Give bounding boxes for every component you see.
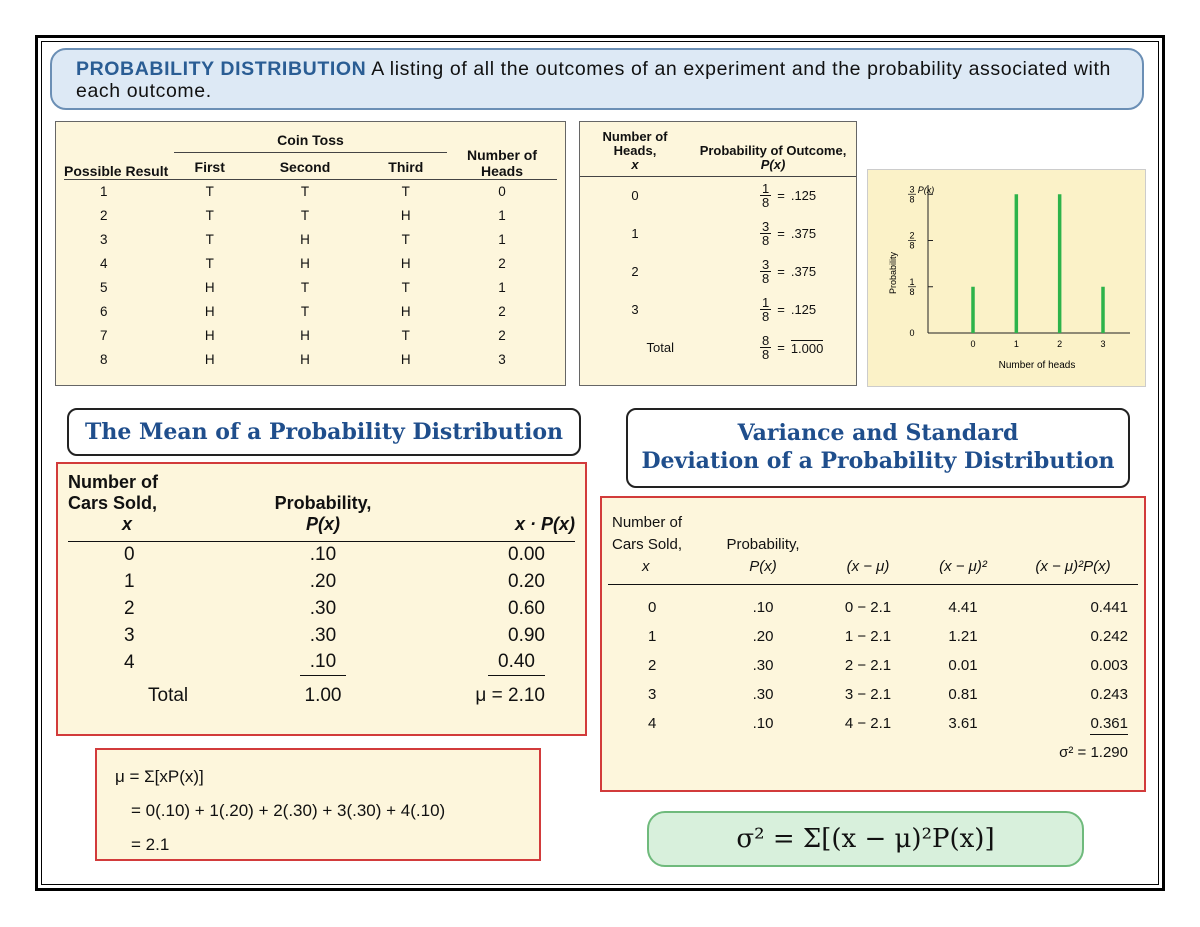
table-cell: 1 xyxy=(498,232,506,247)
heads-value: 0 xyxy=(631,188,639,204)
table-row xyxy=(580,291,856,329)
table-cell xyxy=(1008,651,1138,680)
decimal-value: .375 xyxy=(790,264,817,279)
mean-formula-line3: = 2.1 xyxy=(131,835,170,854)
table-cell xyxy=(708,651,818,680)
table-cell: T xyxy=(300,208,310,223)
table-cell: H xyxy=(300,328,310,343)
table-cell xyxy=(408,596,575,623)
table-row xyxy=(608,709,1138,738)
y-tick-label: 0 xyxy=(909,328,915,338)
table-cell: H xyxy=(300,232,310,247)
cell-text: .20 xyxy=(752,627,774,645)
coin-toss-panel xyxy=(55,121,566,386)
coin-toss-table xyxy=(64,128,557,372)
table-row xyxy=(608,622,1138,651)
cell-text: 1.21 xyxy=(948,627,978,645)
table-row xyxy=(64,180,557,204)
table-row xyxy=(68,542,575,569)
mean-section-title: The Mean of a Probability Distribution xyxy=(67,408,581,456)
table-row xyxy=(64,252,557,276)
cell-text: .10 xyxy=(300,651,346,676)
table-cell xyxy=(68,542,238,569)
variance-table xyxy=(608,512,1138,767)
table-cell: 6 xyxy=(100,304,108,319)
total-probability: 1.00 xyxy=(304,684,342,706)
table-cell xyxy=(818,651,918,680)
cell-text: 3 − 2.1 xyxy=(844,685,892,703)
cell-text: 0 − 2.1 xyxy=(844,598,892,616)
cell-text: 4 xyxy=(124,652,135,673)
equals-sign: = xyxy=(777,226,785,241)
fraction xyxy=(760,258,771,285)
variance-formula: σ² = Σ[(x − μ)²P(x)] xyxy=(647,811,1084,867)
table-cell: 2 xyxy=(100,208,108,223)
spacer-row xyxy=(608,585,1138,593)
table-row xyxy=(68,623,575,650)
cell-text: .10 xyxy=(752,714,774,732)
y-tick-label: 8 xyxy=(909,286,915,297)
table-cell xyxy=(68,623,238,650)
table-cell: H xyxy=(400,256,411,271)
equals-sign: = xyxy=(777,340,785,355)
header-coin-toss: Coin Toss xyxy=(174,128,447,153)
cars-header-x-line1: Number of xyxy=(68,472,158,492)
table-cell xyxy=(918,651,1008,680)
variance-title-line1: Variance and Standard xyxy=(737,420,1019,446)
table-cell xyxy=(238,623,408,650)
fraction-numerator: 1 xyxy=(762,181,770,197)
cell-text: 4 − 2.1 xyxy=(844,714,892,732)
cars-mean-body xyxy=(68,542,575,707)
probability-cell xyxy=(690,291,856,329)
table-cell xyxy=(818,622,918,651)
decimal-value: 1.000 xyxy=(790,340,824,356)
table-cell: 3 xyxy=(498,352,506,367)
chart-title: P(x) xyxy=(917,185,935,195)
cell-text: 0.361 xyxy=(1090,715,1128,735)
probability-cell xyxy=(690,177,856,215)
cars-header-p-var: P(x) xyxy=(305,514,340,534)
cell-text: .30 xyxy=(752,656,774,674)
table-cell xyxy=(918,709,1008,738)
y-tick-label: 8 xyxy=(909,194,915,205)
fraction-numerator: 8 xyxy=(762,333,770,348)
definition-term: PROBABILITY DISTRIBUTION xyxy=(76,58,367,80)
table-cell xyxy=(608,709,708,738)
table-row xyxy=(64,300,557,324)
table-cell: T xyxy=(205,184,214,200)
cell-text: .30 xyxy=(309,598,337,619)
cell-text: .20 xyxy=(309,571,337,592)
table-cell: T xyxy=(205,232,214,247)
var-header-x-var: x xyxy=(642,558,650,575)
cell-text: 0.242 xyxy=(1090,627,1128,645)
table-row xyxy=(64,348,557,372)
equals-sign: = xyxy=(777,302,785,317)
table-cell xyxy=(238,596,408,623)
equals-sign: = xyxy=(777,264,785,279)
table-cell: 1 xyxy=(498,280,506,295)
var-header-x-line1: Number of xyxy=(612,514,683,531)
cell-text: 3.61 xyxy=(948,714,978,732)
y-tick-label: 2 xyxy=(909,230,915,241)
header-possible-result: Possible Result xyxy=(64,163,169,179)
variance-panel xyxy=(600,496,1146,792)
table-row xyxy=(68,596,575,623)
cell-text: 0.40 xyxy=(488,651,545,676)
table-cell: 5 xyxy=(100,280,108,295)
table-cell: H xyxy=(204,304,215,319)
table-cell: 4 xyxy=(100,256,108,271)
cell-text: .30 xyxy=(309,625,337,646)
table-cell: H xyxy=(204,280,215,295)
y-tick-label: 3 xyxy=(909,184,915,195)
table-cell: 7 xyxy=(100,328,108,343)
equals-sign: = xyxy=(777,188,785,204)
table-cell: H xyxy=(300,352,310,367)
table-cell: T xyxy=(401,328,410,343)
table-cell xyxy=(608,651,708,680)
var-header-dev-sq: (x − μ)² xyxy=(939,558,987,575)
cell-text: .30 xyxy=(752,685,774,703)
table-cell: T xyxy=(401,232,410,247)
cell-text: 0.243 xyxy=(1090,685,1128,703)
cars-mean-panel xyxy=(56,462,587,736)
coin-toss-body xyxy=(64,180,557,372)
cell-text: .10 xyxy=(752,598,774,616)
cell-text: 0.01 xyxy=(948,656,978,674)
table-cell xyxy=(708,709,818,738)
heads-distribution-body xyxy=(580,177,856,367)
cell-text: 2 xyxy=(648,656,657,674)
table-cell xyxy=(608,593,708,622)
heads-distribution-panel xyxy=(579,121,857,386)
header-first: First xyxy=(194,159,225,175)
header-number-of-heads: Number of Heads xyxy=(467,147,537,179)
table-row xyxy=(64,204,557,228)
table-cell: H xyxy=(300,256,310,271)
var-header-dev-sq-p: (x − μ)²P(x) xyxy=(1035,558,1111,575)
cell-text: 1 xyxy=(648,627,657,645)
var-header-p-line1: Probability, xyxy=(726,536,800,553)
fraction-denominator: 8 xyxy=(762,309,770,324)
table-cell xyxy=(68,650,238,677)
fraction-denominator: 8 xyxy=(762,271,770,286)
probability-chart xyxy=(868,170,1147,388)
cell-text: 0.003 xyxy=(1090,656,1128,674)
variance-section-title xyxy=(626,408,1130,488)
cell-text: 4.41 xyxy=(948,598,978,616)
x-tick-label: 3 xyxy=(1100,339,1106,349)
heads-value: 3 xyxy=(631,302,639,317)
mean-result: μ = 2.10 xyxy=(475,684,545,706)
cell-text: 0.20 xyxy=(508,571,545,592)
cell-text: 3 xyxy=(648,685,657,703)
header-heads-var: x xyxy=(631,157,639,172)
table-cell: T xyxy=(205,256,214,271)
probability-cell xyxy=(690,329,856,367)
table-cell xyxy=(1008,709,1138,738)
table-row xyxy=(64,228,557,252)
table-cell: T xyxy=(401,280,410,295)
table-cell: H xyxy=(400,352,411,367)
definition-banner xyxy=(50,48,1144,110)
table-row xyxy=(580,177,856,215)
table-row xyxy=(608,651,1138,680)
variance-title-line2: Deviation of a Probability Distribution xyxy=(641,448,1115,474)
table-cell: 8 xyxy=(100,352,108,367)
table-cell: T xyxy=(300,280,310,295)
table-cell: 1 xyxy=(498,208,506,223)
table-cell xyxy=(1008,680,1138,709)
cars-header-x-var: x xyxy=(122,514,133,534)
table-cell xyxy=(708,680,818,709)
table-cell: 2 xyxy=(498,304,506,319)
fraction-denominator: 8 xyxy=(762,347,770,362)
table-cell: H xyxy=(400,208,411,223)
heads-value: 1 xyxy=(631,226,639,241)
table-cell: T xyxy=(300,184,310,200)
table-cell xyxy=(408,623,575,650)
table-cell xyxy=(68,596,238,623)
variance-total: σ² = 1.290 xyxy=(1059,743,1128,761)
table-row xyxy=(68,650,575,677)
total-row xyxy=(580,329,856,367)
fraction-denominator: 8 xyxy=(762,195,770,211)
table-cell xyxy=(238,650,408,677)
cars-header-xp: x · P(x) xyxy=(514,514,575,534)
table-cell: 1 xyxy=(100,184,108,200)
fraction-denominator: 8 xyxy=(762,233,770,248)
table-cell: 0 xyxy=(498,184,506,200)
table-row xyxy=(608,593,1138,622)
table-cell xyxy=(1008,622,1138,651)
table-cell xyxy=(708,593,818,622)
mean-formula-panel xyxy=(95,748,541,861)
cars-header-p-line1: Probability, xyxy=(274,493,372,513)
cell-text: 0.90 xyxy=(508,625,545,646)
table-cell xyxy=(408,650,575,677)
cell-text: 0.441 xyxy=(1090,598,1128,616)
header-third: Third xyxy=(388,159,424,175)
x-tick-label: 2 xyxy=(1057,339,1063,349)
fraction xyxy=(760,334,771,361)
table-row xyxy=(580,253,856,291)
table-cell xyxy=(918,680,1008,709)
probability-cell xyxy=(690,215,856,253)
cell-text: 3 xyxy=(124,625,135,646)
cars-header-x-line2: Cars Sold, xyxy=(68,493,158,513)
x-axis-label: Number of heads xyxy=(998,360,1076,371)
table-row xyxy=(580,215,856,253)
table-cell xyxy=(408,569,575,596)
total-label: Total xyxy=(148,684,189,706)
table-cell xyxy=(818,709,918,738)
table-cell xyxy=(918,593,1008,622)
fraction xyxy=(760,296,771,323)
cell-text: 0.81 xyxy=(948,685,978,703)
mean-formula-line1: μ = Σ[xP(x)] xyxy=(115,767,204,786)
decimal-value: .125 xyxy=(790,188,817,204)
cell-text: 2 xyxy=(124,598,135,619)
table-cell: H xyxy=(204,352,215,367)
table-cell xyxy=(608,622,708,651)
mean-formula-line2: = 0(.10) + 1(.20) + 2(.30) + 3(.30) + 4(.10) xyxy=(131,801,446,820)
heads-value: 2 xyxy=(631,264,639,279)
probability-cell xyxy=(690,253,856,291)
table-cell xyxy=(238,569,408,596)
y-tick-label: 8 xyxy=(909,240,915,251)
table-cell xyxy=(818,593,918,622)
table-cell xyxy=(408,542,575,569)
table-cell xyxy=(818,680,918,709)
fraction-numerator: 3 xyxy=(762,219,770,234)
y-axis-label: Probability xyxy=(888,251,898,295)
var-header-dev: (x − μ) xyxy=(846,558,890,575)
table-cell: T xyxy=(205,208,214,223)
header-second: Second xyxy=(279,159,331,175)
cars-mean-table xyxy=(68,472,575,707)
definition-text: A listing of all the outcomes of an experiment and the probability associated with each outcome. xyxy=(76,58,1111,102)
decimal-value: .375 xyxy=(790,226,817,241)
table-cell: T xyxy=(401,184,410,200)
table-cell xyxy=(608,680,708,709)
total-row xyxy=(68,677,575,707)
cell-text: 2 − 2.1 xyxy=(844,656,892,674)
x-tick-label: 0 xyxy=(970,339,976,349)
heads-distribution-table xyxy=(580,122,856,367)
variance-body xyxy=(608,585,1138,767)
table-cell: T xyxy=(300,304,310,319)
cell-text: 0 xyxy=(648,598,657,616)
y-tick-label: 1 xyxy=(909,276,915,287)
fraction-numerator: 3 xyxy=(762,257,770,272)
cell-text: 0.00 xyxy=(508,544,545,566)
fraction xyxy=(760,220,771,247)
table-row xyxy=(608,680,1138,709)
var-header-p-var: P(x) xyxy=(749,558,777,575)
cell-text: 1 xyxy=(124,571,135,592)
table-cell: H xyxy=(400,304,411,319)
cell-text: 0 xyxy=(124,544,135,566)
fraction-numerator: 1 xyxy=(762,295,770,310)
table-cell xyxy=(238,542,408,569)
cell-text: .10 xyxy=(309,544,337,566)
total-row xyxy=(608,738,1138,767)
header-prob-var: P(x) xyxy=(760,157,786,172)
table-cell: 2 xyxy=(498,328,506,343)
table-cell: 3 xyxy=(100,232,108,247)
decimal-value: .125 xyxy=(790,302,817,317)
header-prob: Probability of Outcome, xyxy=(699,143,847,158)
table-row xyxy=(64,324,557,348)
table-cell xyxy=(708,622,818,651)
table-cell: H xyxy=(204,328,215,343)
header-heads: Number of Heads, xyxy=(602,129,668,158)
table-cell xyxy=(68,569,238,596)
cell-text: 1 − 2.1 xyxy=(844,627,892,645)
fraction xyxy=(760,182,771,209)
table-cell xyxy=(1008,593,1138,622)
table-cell xyxy=(918,622,1008,651)
cell-text: 4 xyxy=(648,714,657,732)
total-label: Total xyxy=(646,340,674,355)
probability-chart-panel xyxy=(867,169,1146,387)
x-tick-label: 1 xyxy=(1013,339,1019,349)
var-header-x-line2: Cars Sold, xyxy=(612,536,683,553)
table-row xyxy=(68,569,575,596)
cell-text: 0.60 xyxy=(508,598,545,619)
table-row xyxy=(64,276,557,300)
table-cell: 2 xyxy=(498,256,506,271)
